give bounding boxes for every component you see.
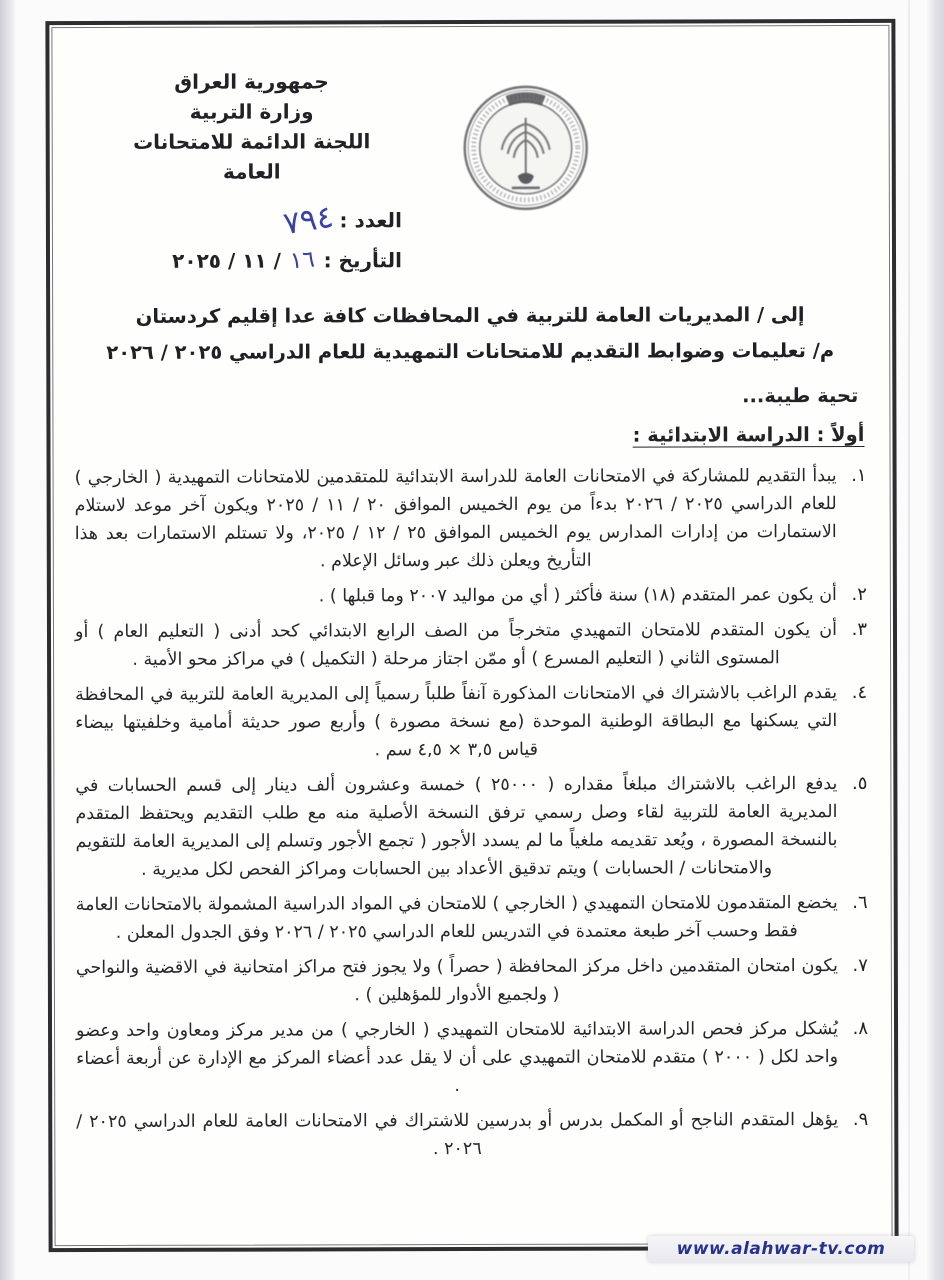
scan-crease: [908, 0, 910, 1280]
item-text: يبدأ التقديم للمشاركة في الامتحانات العامة للدراسة الابتدائية للمتقدمين للامتحانات التمهيدية ( الخارجي ) للعام الدراسي ٢٠٢٥ / ٢٠٢٦ بدءاً من يوم الخميس الموافق ٢٠ / ١١ / ٢٠٢٥ ويكون آخر موعد لاستلام الاستمارات من إدارات المدارس يوم الخميس الموافق ٢٥ / ١٢ / ٢٠٢٥، ولا تستلم الاستمارات بعد هذا التأريخ ويعلن ذلك عبر وسائل الإعلام .: [74, 466, 837, 572]
item-number: ٢.: [851, 583, 867, 606]
greeting-line: تحية طيبة...: [742, 383, 859, 408]
list-item-9: [76, 1106, 868, 1164]
section-heading-primary-study: أولاً : الدراسة الابتدائية :: [632, 422, 865, 447]
letterhead-text-block: [102, 66, 403, 276]
scan-edge-right: [927, 0, 944, 1280]
document-date-printed: / ١١ / ٢٠٢٥: [172, 248, 281, 273]
item-text: يخضع المتقدمون للامتحان التمهيدي ( الخارجي ) للامتحان في المواد الدراسية المشمولة بالامتحانات العامة فقط وحسب آخر طبعة معتمدة في التدريس للعام الدراسي ٢٠٢٥ / ٢٠٢٦ وفق الجدول المعلن .: [75, 893, 838, 943]
item-text: أن يكون عمر المتقدم (١٨) سنة فأكثر ( أي من مواليد ٢٠٠٧ وما قبلها ) .: [318, 585, 837, 607]
item-number: ١.: [851, 464, 867, 487]
item-number: ٩.: [852, 1108, 869, 1131]
list-item-4: [75, 679, 867, 765]
item-number: ٨.: [852, 1017, 869, 1040]
list-item-2: [75, 581, 867, 611]
subject-line: م/ تعليمات وضوابط التقديم للامتحانات التمهيدية للعام الدراسي ٢٠٢٥ / ٢٠٢٦: [106, 339, 835, 364]
document-border-frame: [45, 19, 898, 1252]
letterhead: [73, 57, 866, 297]
item-number: ٥.: [851, 772, 868, 795]
list-item-3: [75, 616, 867, 674]
list-item-1: [75, 462, 867, 576]
scan-edge-left: [0, 0, 15, 1280]
item-text: يؤهل المتقدم الناجح أو المكمل بدرس أو بدرسين للاشتراك في الامتحانات العامة للعام الدراسي ٢٠٢٥ / ٢٠٢٦ .: [76, 1110, 839, 1160]
list-item-6: [76, 889, 868, 947]
item-number: ٣.: [851, 618, 868, 641]
tv-channel-watermark: www.alahwar-tv.com: [648, 1236, 914, 1262]
item-text: يدفع الراغب بالاشتراك مبلغاً مقداره ( ٢٥٠٠٠ ) خمسة وعشرون ألف دينار إلى قسم الحسابات في المديرية العامة للتربية لقاء وصل رسمي ترفق النسخة الأصلية منه مع طلب التقديم ويحتفظ المتقدم بالنسخة المصورة ، ويُعد تقديمه ملغياً ما لم يسدد الأجور ( تجمع الأجور وتسلم إلى المديرية العامة للتقويم والامتحانات / الحسابات ) ويتم تدقيق الأعداد بين الحسابات ومراكز الفحص لكل مديرية .: [75, 774, 838, 880]
document-page: [49, 23, 894, 1248]
item-text: يقدم الراغب بالاشتراك في الامتحانات المذكورة آنفاً طلباً رسمياً إلى المديرية العامة للتربية في المحافظة التي يسكنها مع البطاقة الوطنية الموحدة (مع نسخة مصورة ) وأربع صور حديثة أمامية وخلفيتها بيضاء قياس ٣,٥ × ٤,٥ سم .: [75, 683, 838, 761]
item-number: ٧.: [852, 954, 868, 977]
letterhead-country: جمهورية العراق: [174, 69, 329, 94]
document-date-day-handwritten: ١٦: [288, 246, 316, 275]
document-date-label: التأريخ :: [323, 248, 403, 273]
document-number-handwritten: ٧٩٤: [280, 198, 336, 243]
letterhead-committee: اللجنة الدائمة للامتحانات العامة: [133, 129, 371, 184]
letterhead-ministry: وزارة التربية: [189, 99, 314, 124]
document-number-label: العدد :: [339, 208, 402, 233]
list-item-8: [76, 1015, 868, 1101]
item-text: يُشكل مركز فحص الدراسة الابتدائية للامتحان التمهيدي ( الخارجي ) من مدير مركز ومعاون واحد وعضو واحد لكل ( ٢٠٠٠ ) متقدم للامتحان التمهيدي على أن لا يقل عدد أعضاء المركز مع الإدارة عن أربعة أعضاء .: [76, 1019, 839, 1097]
document-date-line: [102, 245, 402, 276]
document-number-line: [102, 198, 402, 243]
ministry-of-education-seal-icon: [462, 84, 590, 212]
item-number: ٦.: [852, 891, 868, 914]
list-item-7: [76, 952, 868, 1010]
item-text: أن يكون المتقدم للامتحان التمهيدي متخرجاً من الصف الرابع الابتدائي كحد أدنى ( التعليم العام ) أو المستوى الثاني ( التعليم المسرع ) أو ممّن اجتاز مرحلة ( التكميل ) في مراكز محو الأمية .: [74, 620, 838, 670]
item-text: يكون امتحان المتقدمين داخل مركز المحافظة ( حصراً ) ولا يجوز فتح مراكز امتحانية في الاقضية والنواحي ( ولجميع الأدوار للمؤهلين ) .: [75, 956, 838, 1006]
list-item-5: [75, 770, 867, 884]
addressee-line: إلى / المديريات العامة للتربية في المحافظات كافة عدا إقليم كردستان: [135, 303, 805, 328]
item-number: ٤.: [851, 681, 868, 704]
instruction-list: [75, 462, 869, 1164]
